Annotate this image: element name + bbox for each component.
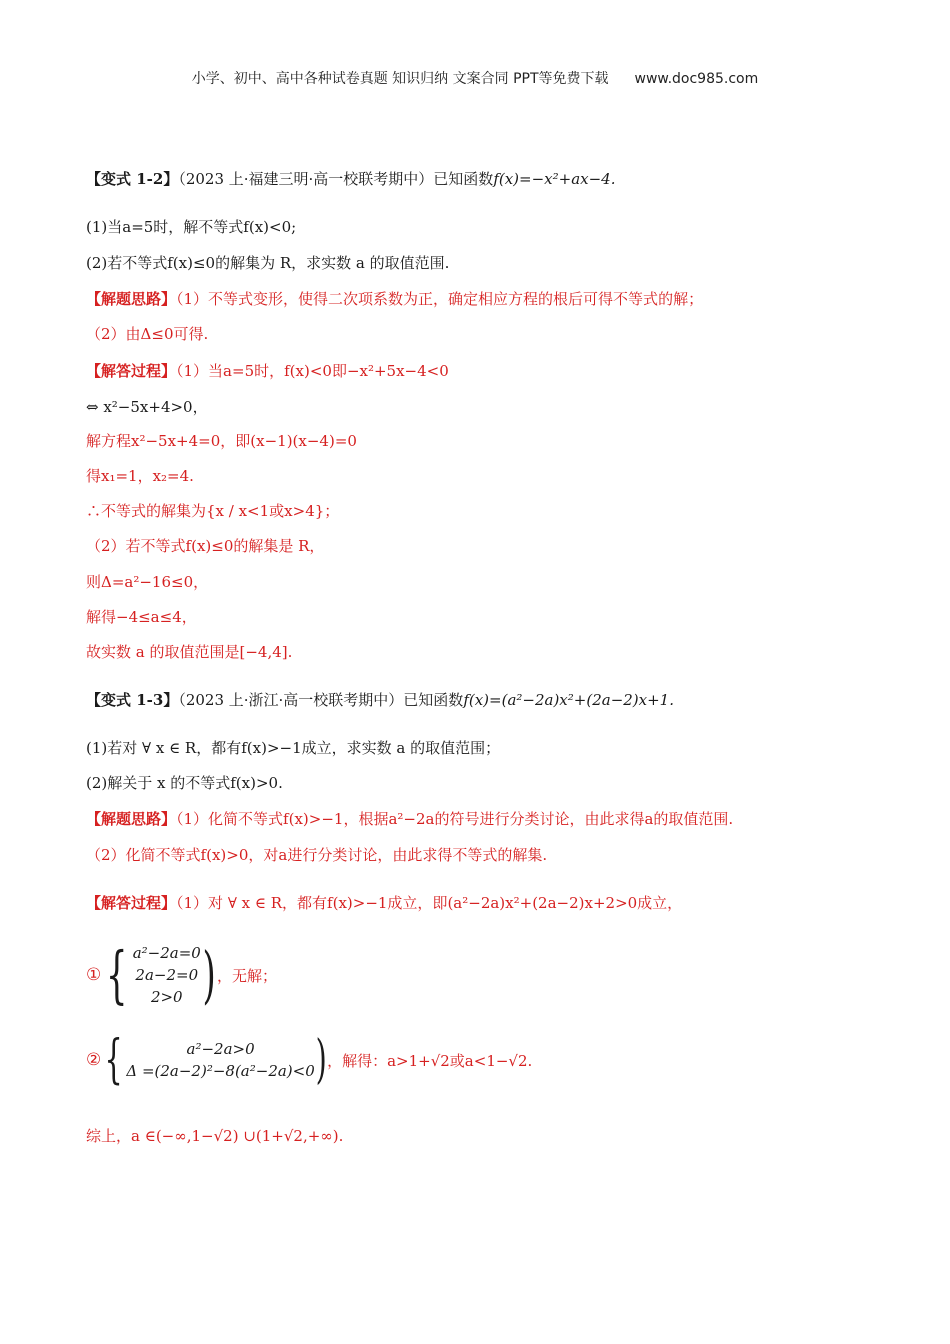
question-2: (2)若不等式f(x)≤0的解集为 R，求实数 a 的取值范围.	[86, 254, 450, 272]
header-site[interactable]: www.doc985.com	[634, 71, 759, 87]
case-1-rows	[133, 942, 201, 1008]
idea-tag: 【解题思路】	[86, 290, 177, 308]
solution-line-2: ⇔ x²−5x+4>0，	[86, 398, 208, 416]
case-1-label: ①	[86, 965, 102, 985]
problem-source: （2023 上·浙江·高一校联考期中）已知函数	[178, 691, 464, 709]
solution-line-3: 解方程x²−5x+4=0，即(x−1)(x−4)=0	[86, 432, 357, 450]
case-2-label: ②	[86, 1050, 102, 1070]
problem-source: （2023 上·福建三明·高一校联考期中）已知函数	[178, 170, 494, 188]
case-2-row: a²−2a>0	[186, 1040, 255, 1058]
problem-1-2-statement	[86, 168, 910, 190]
case-1-system	[86, 938, 278, 1011]
case-2-rows	[126, 1038, 314, 1082]
left-brace: {	[106, 938, 128, 1011]
problem-function: f(x)=(a²−2a)x²+(2a−2)x+1.	[463, 691, 674, 709]
problem-1-3-statement	[86, 689, 910, 711]
summary-line: 综上，a ∈(−∞,1−√2) ∪(1+√2,+∞).	[86, 1127, 344, 1145]
idea-line-2: （2）化简不等式f(x)>0，对a进行分类讨论，由此求得不等式的解集.	[86, 846, 548, 864]
solution-line-1	[86, 892, 910, 914]
idea-text-1: （1）不等式变形，使得二次项系数为正，确定相应方程的根后可得不等式的解；	[176, 290, 704, 308]
solution-line-9: 故实数 a 的取值范围是[−4,4].	[86, 643, 293, 661]
solution-line-4: 得x₁=1，x₂=4.	[86, 467, 194, 485]
right-brace: )	[315, 1030, 327, 1090]
case-2-system	[86, 1030, 533, 1090]
problem-tag: 【变式 1-2】	[86, 170, 179, 188]
solution-line-7: 则Δ=a²−16≤0，	[86, 573, 209, 591]
solution-line-1	[86, 360, 910, 382]
idea-line-1	[86, 288, 910, 310]
page-header	[0, 68, 950, 88]
idea-line-1	[86, 808, 910, 830]
solution-text-1: （1）对 ∀ x ∈ R，都有f(x)>−1成立，即(a²−2a)x²+(2a−2)x+2>0成立，	[176, 894, 683, 912]
case-1-row: a²−2a=0	[132, 944, 201, 962]
solution-tag: 【解答过程】	[86, 894, 177, 912]
case-1-row: 2>0	[150, 988, 183, 1006]
question-2: (2)解关于 x 的不等式f(x)>0.	[86, 774, 283, 792]
solution-line-5: ∴不等式的解集为{x / x<1或x>4}；	[86, 502, 340, 520]
case-1-row: 2a−2=0	[135, 966, 199, 984]
header-text: 小学、初中、高中各种试卷真题 知识归纳 文案合同 PPT等免费下载	[191, 71, 609, 87]
solution-text-1: （1）当a=5时，f(x)<0即−x²+5x−4<0	[176, 362, 449, 380]
solution-line-8: 解得−4≤a≤4，	[86, 608, 197, 626]
problem-function: f(x)=−x²+ax−4.	[493, 170, 616, 188]
idea-line-2: （2）由Δ≤0可得.	[86, 325, 209, 343]
solution-tag: 【解答过程】	[86, 362, 177, 380]
case-2-note: ，解得：a>1+√2或a<1−√2.	[327, 1051, 533, 1070]
question-1: (1)当a=5时，解不等式f(x)<0;	[86, 218, 297, 236]
left-brace: {	[104, 1030, 123, 1090]
right-brace: )	[202, 938, 216, 1011]
idea-tag: 【解题思路】	[86, 810, 177, 828]
case-2-row: Δ =(2a−2)²−8(a²−2a)<0	[126, 1062, 315, 1080]
question-1: (1)若对 ∀ x ∈ R，都有f(x)>−1成立，求实数 a 的取值范围；	[86, 739, 501, 757]
idea-text-1: （1）化简不等式f(x)>−1，根据a²−2a的符号进行分类讨论，由此求得a的取值范围.	[176, 810, 734, 828]
problem-tag: 【变式 1-3】	[86, 691, 179, 709]
case-1-note: ，无解；	[217, 966, 278, 985]
solution-line-6: （2）若不等式f(x)≤0的解集是 R，	[86, 537, 325, 555]
